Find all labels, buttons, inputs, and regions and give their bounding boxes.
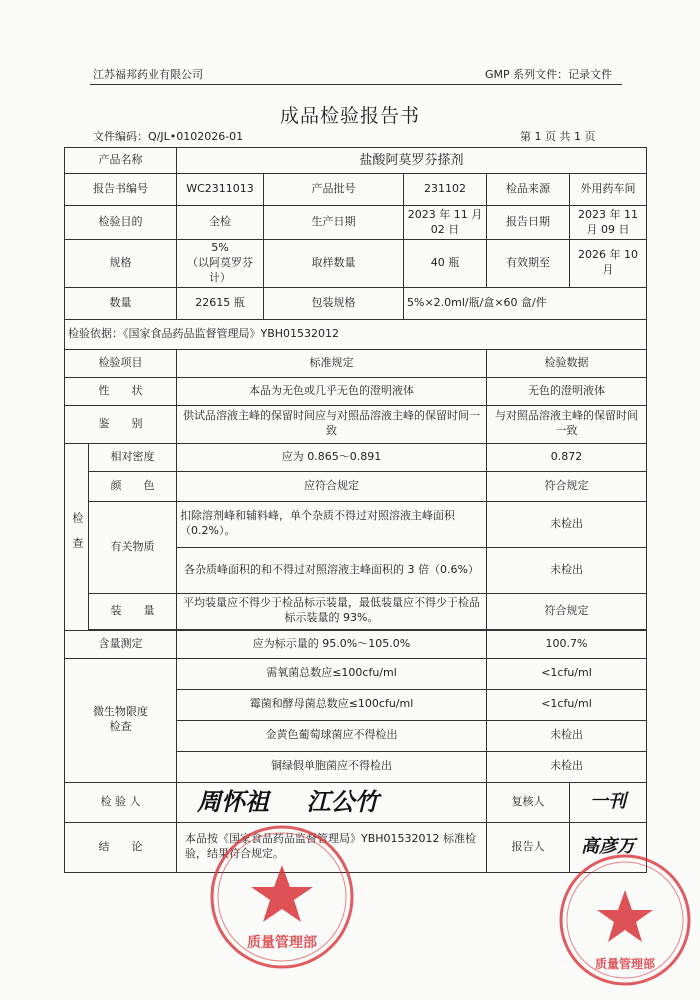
test-impurities-standard-2: 各杂质峰面积的和不得过对照溶液主峰面积的 3 倍（0.6%） <box>177 547 487 593</box>
mfg-date: 2023 年 11 月 02 日 <box>404 206 487 240</box>
test-micro-name-line2: 检查 <box>109 720 132 734</box>
column-item: 检验项目 <box>65 349 177 377</box>
batch-no-label: 产品批号 <box>264 174 404 206</box>
spec-label: 规格 <box>65 240 177 288</box>
test-color-standard: 应符合规定 <box>177 471 487 501</box>
product-name-label: 产品名称 <box>65 148 177 174</box>
svg-text:质量管理部: 质量管理部 <box>247 935 317 951</box>
report-no-label: 报告书编号 <box>65 174 177 206</box>
reporter-signature: 高彦万 <box>581 835 635 857</box>
test-identification-name: 鉴 别 <box>65 405 177 443</box>
test-micro-standard-2: 霉菌和酵母菌总数应≤100cfu/ml <box>177 689 487 720</box>
conclusion-label: 结 论 <box>65 822 177 872</box>
inspector-signature-1: 周怀祖 <box>197 786 269 816</box>
inspector-label: 检 验 人 <box>65 782 177 822</box>
test-density-result: 0.872 <box>487 443 647 471</box>
expiry-label: 有效期至 <box>487 240 570 288</box>
quantity: 22615 瓶 <box>177 287 264 319</box>
column-standard: 标准规定 <box>177 349 487 377</box>
test-micro-result-2: <1cfu/ml <box>487 689 647 720</box>
test-micro-name-line1: 微生物限度 <box>93 705 148 719</box>
test-density-standard: 应为 0.865～0.891 <box>177 443 487 471</box>
document-series: GMP 系列文件：记录文件 <box>485 68 613 81</box>
reviewer-signature-cell <box>570 782 647 822</box>
test-appearance-standard: 本品为无色或几乎无色的澄明液体 <box>177 377 487 405</box>
svg-text:质量管理部: 质量管理部 <box>594 957 656 971</box>
packing-label: 包装规格 <box>264 287 404 319</box>
test-impurities-result-1: 未检出 <box>487 501 647 547</box>
reviewer-label: 复核人 <box>487 782 570 822</box>
inspector-signatures <box>177 782 487 822</box>
spec-line2: （以阿莫罗芬计） <box>187 255 253 284</box>
test-fill-name: 装 量 <box>89 593 177 629</box>
inspection-basis: 检验依据：《国家食品药品监督管理局》YBH01532012 <box>65 319 647 349</box>
reviewer-signature: 一刊 <box>590 790 626 812</box>
test-impurities-name: 有关物质 <box>89 501 177 593</box>
test-impurities-result-2: 未检出 <box>487 547 647 593</box>
report-date: 2023 年 11 月 09 日 <box>570 206 647 240</box>
sample-source: 外用药车间 <box>570 174 647 206</box>
test-appearance-result: 无色的澄明液体 <box>487 377 647 405</box>
product-name: 盐酸阿莫罗芬搽剂 <box>177 148 647 174</box>
quality-department-seal-left <box>205 823 359 971</box>
test-assay-standard: 应为标示量的 95.0%～105.0% <box>177 630 487 658</box>
test-impurities-standard-1: 扣除溶剂峰和辅料峰，单个杂质不得过对照溶液主峰面积（0.2%）。 <box>177 501 487 547</box>
expiry: 2026 年 10 月 <box>570 240 647 288</box>
test-micro-result-3: 未检出 <box>487 720 647 751</box>
test-micro-standard-3: 金黄色葡萄球菌应不得检出 <box>177 720 487 751</box>
test-identification-standard: 供试品溶液主峰的保留时间应与对照品溶液主峰的保留时间一致 <box>177 405 487 443</box>
test-color-result: 符合规定 <box>487 471 647 501</box>
test-micro-result-4: 未检出 <box>487 751 647 782</box>
test-color-name: 颜 色 <box>89 471 177 501</box>
test-fill-standard: 平均装量应不得少于检品标示装量，最低装量应不得少于检品标示装量的 93%。 <box>177 593 487 629</box>
mfg-date-label: 生产日期 <box>264 206 404 240</box>
test-micro-standard-1: 需氧菌总数应≤100cfu/ml <box>177 658 487 689</box>
test-micro-name <box>65 658 177 782</box>
reporter-label: 报告人 <box>487 822 570 872</box>
test-assay-name: 含量测定 <box>65 630 177 658</box>
check-group-label: 检查 <box>65 443 89 630</box>
conclusion: 本品按《国家食品药品监督管理局》YBH01532012 标准检验，结果符合规定。 <box>177 822 487 872</box>
purpose: 全检 <box>177 206 264 240</box>
sample-qty-label: 取样数量 <box>264 240 404 288</box>
header-rule <box>90 84 622 85</box>
purpose-label: 检验目的 <box>65 206 177 240</box>
sample-qty: 40 瓶 <box>404 240 487 288</box>
test-fill-result: 符合规定 <box>487 593 647 629</box>
packing: 5%×2.0ml/瓶/盒×60 盒/件 <box>404 287 647 319</box>
company-name: 江苏福邦药业有限公司 <box>93 68 203 81</box>
test-density-name: 相对密度 <box>89 443 177 471</box>
file-number: 文件编码：Q/JL•0102026-01 <box>93 130 244 143</box>
report-no: WC2311013 <box>177 174 264 206</box>
test-identification-result: 与对照品溶液主峰的保留时间一致 <box>487 405 647 443</box>
column-result: 检验数据 <box>487 349 647 377</box>
spec-line1: 5% <box>211 241 229 254</box>
test-assay-result: 100.7% <box>487 630 647 658</box>
test-appearance-name: 性 状 <box>65 377 177 405</box>
test-micro-result-1: <1cfu/ml <box>487 658 647 689</box>
report-title: 成品检验报告书 <box>279 105 420 127</box>
batch-no: 231102 <box>404 174 487 206</box>
sample-source-label: 检品来源 <box>487 174 570 206</box>
spec <box>177 240 264 288</box>
page-number: 第 1 页 共 1 页 <box>520 130 596 143</box>
report-date-label: 报告日期 <box>487 206 570 240</box>
test-micro-standard-4: 铜绿假单胞菌应不得检出 <box>177 751 487 782</box>
inspector-signature-2: 江公竹 <box>306 786 379 816</box>
inspection-report-table <box>64 147 647 873</box>
quality-department-seal-right <box>555 850 695 990</box>
quantity-label: 数量 <box>65 287 177 319</box>
